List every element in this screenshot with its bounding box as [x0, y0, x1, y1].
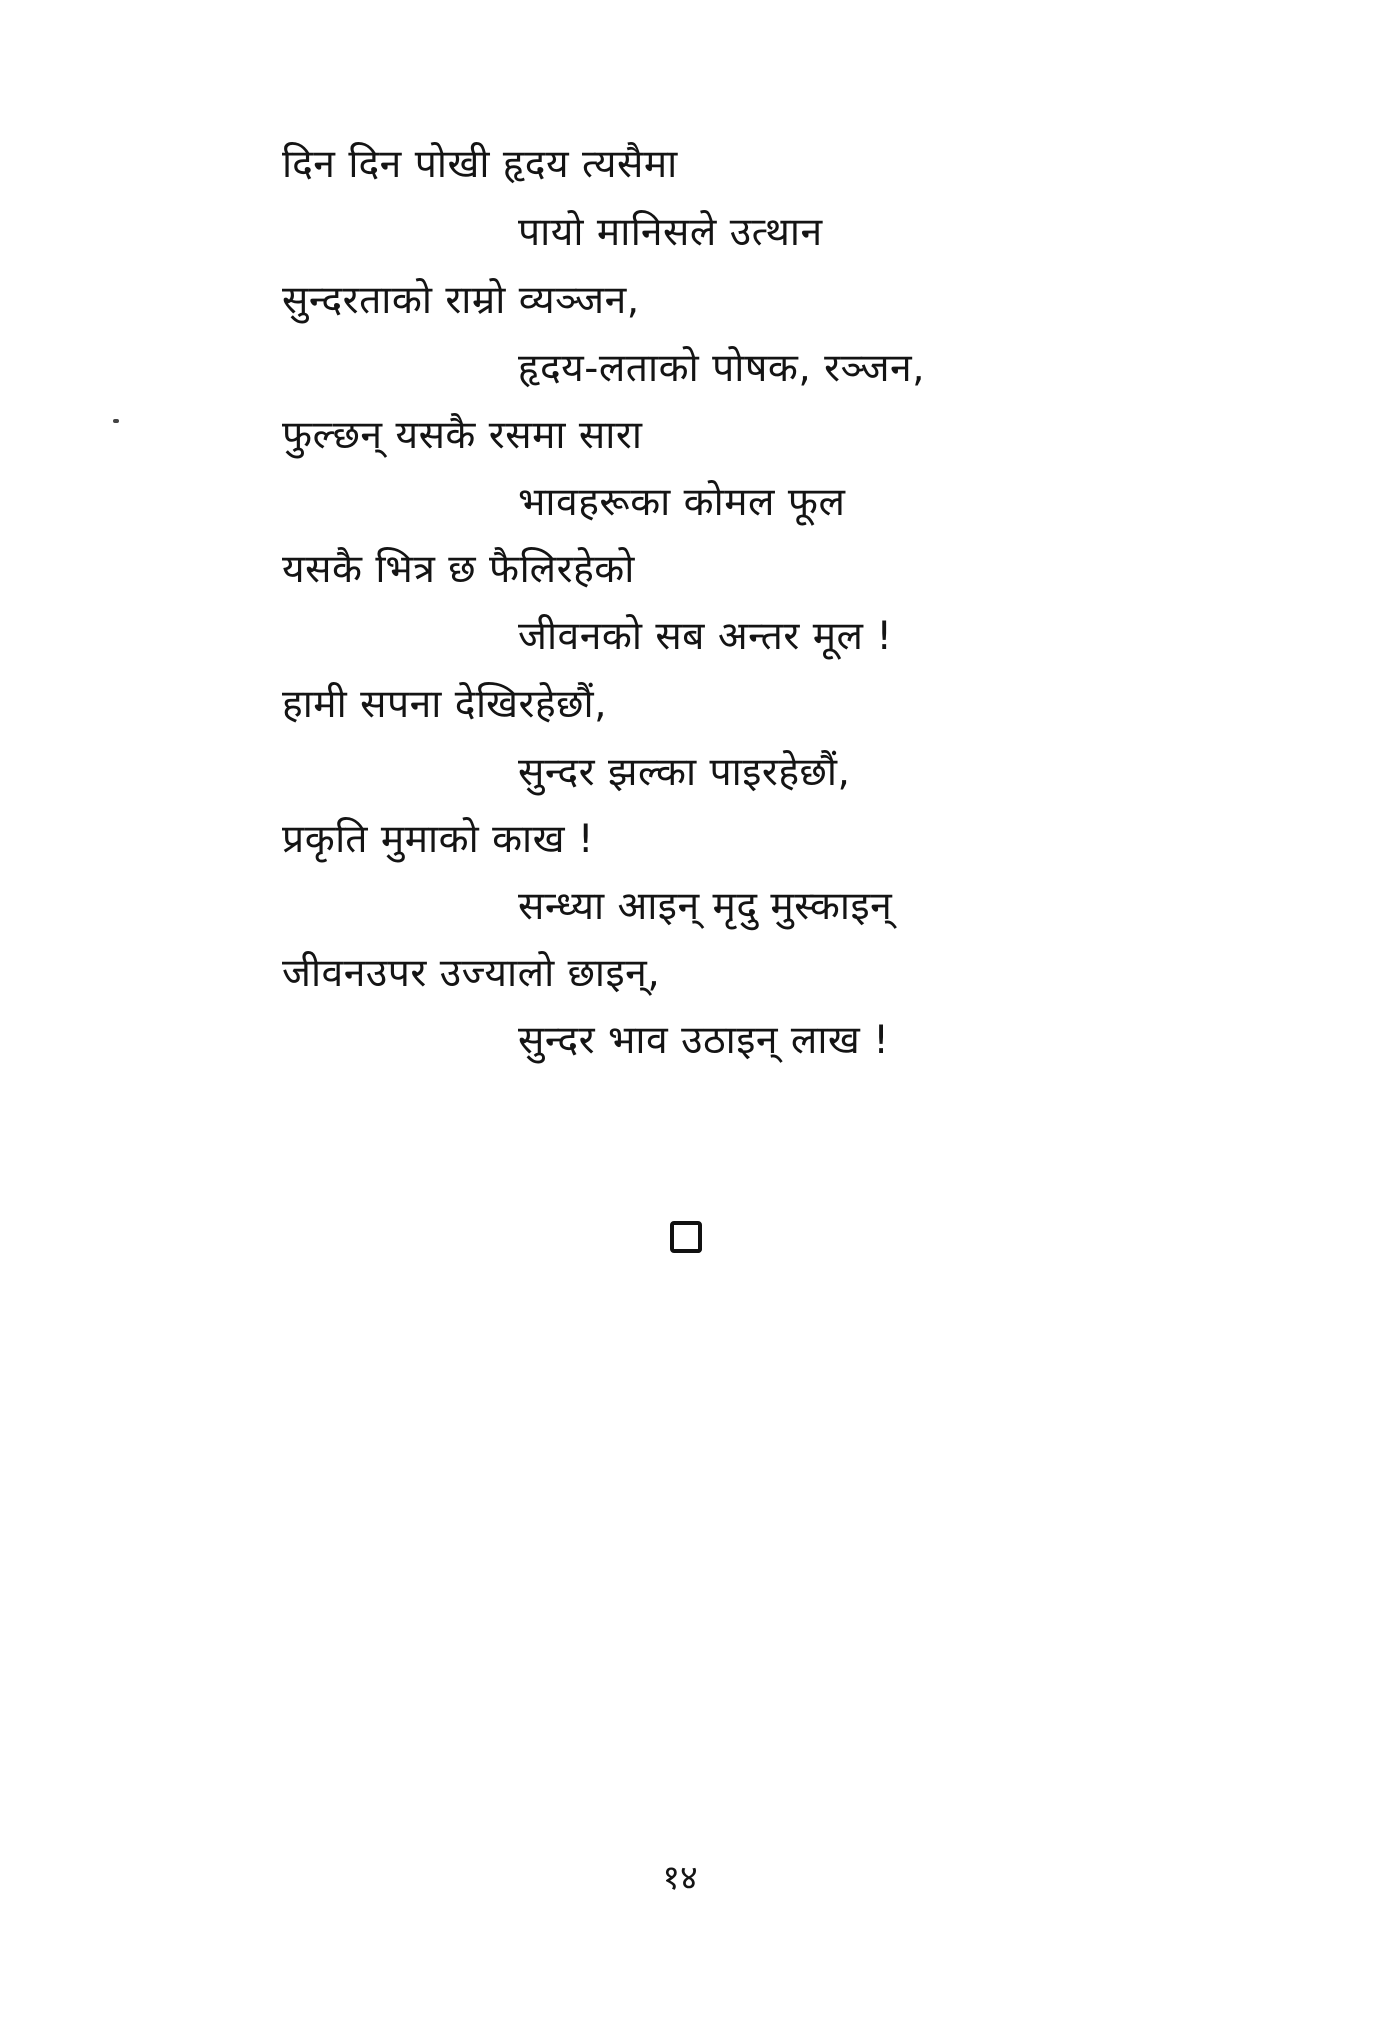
poem-line: भावहरूका कोमल फूल — [518, 480, 846, 525]
poem-line: दिन दिन पोखी हृदय त्यसैमा — [282, 142, 678, 187]
stray-ink-dot — [113, 419, 119, 423]
poem-line: सुन्दर भाव उठाइन् लाख ! — [518, 1018, 890, 1063]
poem-line: जीवनउपर उज्यालो छाइन्, — [282, 951, 661, 996]
poem-line: हामी सपना देखिरहेछौं, — [282, 682, 607, 727]
poem-line: सुन्दरताको राम्रो व्यञ्जन, — [282, 278, 640, 323]
square-end-mark-icon — [670, 1221, 702, 1253]
poem-line: फुल्छन् यसकै रसमा सारा — [282, 413, 643, 458]
poem-line: पायो मानिसले उत्थान — [518, 210, 823, 255]
page-number: १४ — [662, 1858, 698, 1898]
poem-line: प्रकृति मुमाको काख ! — [282, 817, 595, 862]
poem-line: सुन्दर झल्का पाइरहेछौं, — [518, 750, 851, 795]
poem-line: हृदय-लताको पोषक, रञ्जन, — [518, 346, 926, 391]
poem-line: जीवनको सब अन्तर मूल ! — [518, 614, 893, 659]
poem-line: सन्ध्या आइन् मृदु मुस्काइन् — [518, 884, 893, 929]
poem-line: यसकै भित्र छ फैलिरहेको — [282, 547, 635, 592]
